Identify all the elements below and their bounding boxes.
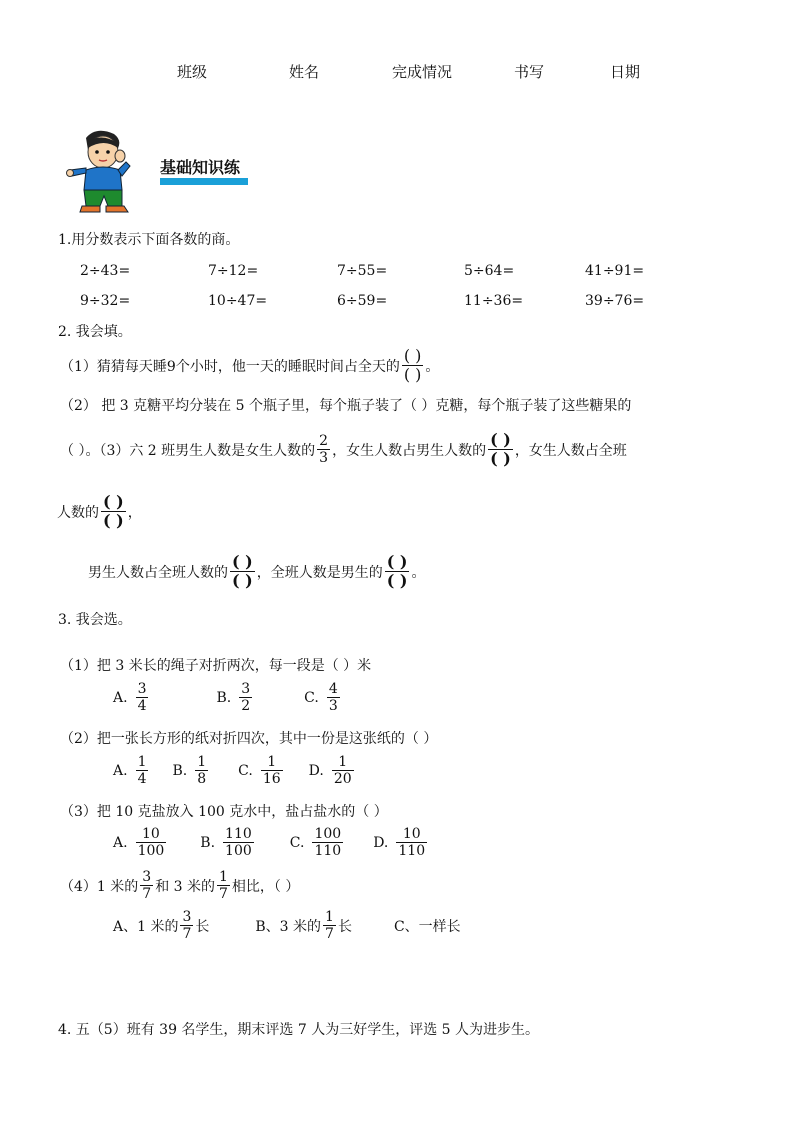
option-b-suffix: 长 bbox=[337, 918, 352, 935]
denominator: 7 bbox=[219, 886, 228, 902]
question-4-title: 4. 五（5）班有 39 名学生，期末评选 7 人为三好学生，评选 5 人为进步生。 bbox=[58, 1022, 540, 1038]
option-letter: B. bbox=[216, 689, 232, 706]
option-letter: C. bbox=[238, 762, 253, 779]
option-fraction bbox=[332, 755, 354, 786]
answer-blank-fraction bbox=[101, 494, 126, 529]
boy-illustration bbox=[66, 128, 146, 214]
denominator: 100 bbox=[137, 843, 165, 859]
option-letter: C. bbox=[289, 834, 305, 851]
q3-sub4-stem bbox=[60, 870, 299, 901]
section-banner-title: 基础知识练 bbox=[160, 158, 241, 177]
q2-line2-text-b: ，女生人数占男生人数的 bbox=[332, 442, 487, 459]
option-letter: A. bbox=[113, 689, 128, 706]
question-3-title: 3. 我会选。 bbox=[58, 612, 132, 628]
answer-blank-fraction bbox=[385, 554, 410, 589]
denominator: 4 bbox=[137, 771, 147, 787]
option-a-suffix: 长 bbox=[195, 918, 210, 935]
denominator: 2 bbox=[241, 698, 251, 714]
q1-item: 9÷32= bbox=[80, 293, 131, 309]
numerator: 1 bbox=[338, 754, 348, 770]
option-fraction bbox=[195, 755, 208, 786]
option-fraction bbox=[180, 910, 193, 941]
q1-item: 6÷59= bbox=[337, 293, 388, 309]
option-fraction bbox=[396, 827, 427, 858]
q3-sub4-text-b: 和 3 米的 bbox=[155, 878, 215, 895]
q1-item: 2÷43= bbox=[80, 263, 131, 279]
numerator: 3 bbox=[182, 909, 192, 925]
option-letter: A. bbox=[113, 834, 128, 851]
option-c-text: C、一样长 bbox=[393, 918, 461, 935]
answer-blank-fraction bbox=[488, 432, 513, 467]
q2-part1 bbox=[60, 348, 439, 383]
handwriting-label: 书写 bbox=[514, 63, 545, 81]
q2-part2-line2 bbox=[60, 432, 627, 467]
blank-numerator: ( ) bbox=[490, 430, 511, 449]
denominator: 110 bbox=[398, 843, 426, 859]
numerator: 2 bbox=[319, 433, 329, 449]
date-label: 日期 bbox=[610, 63, 641, 81]
q2-line2-text-a: （ ）。（3）六 2 班男生人数是女生人数的 bbox=[60, 442, 316, 459]
q1-item: 5÷64= bbox=[464, 263, 515, 279]
denominator: 3 bbox=[328, 698, 338, 714]
banner-underline bbox=[160, 178, 248, 185]
option-a-text: A、1 米的 bbox=[113, 918, 179, 935]
option-letter: C. bbox=[304, 689, 319, 706]
numerator: 100 bbox=[314, 826, 342, 842]
q2-part4-text-a: 男生人数占全班人数的 bbox=[88, 564, 228, 581]
numerator: 4 bbox=[328, 681, 338, 697]
q2-part2-line1: （2） 把 3 克糖平均分装在 5 个瓶子里，每个瓶子装了（ ）克糖，每个瓶子装了这些糖果的 bbox=[60, 398, 632, 414]
fraction bbox=[217, 870, 230, 901]
option-letter: B. bbox=[200, 834, 216, 851]
blank-numerator: ( ) bbox=[386, 552, 408, 571]
blank-denominator: ( ) bbox=[386, 571, 408, 590]
blank-numerator: ( ) bbox=[103, 492, 124, 511]
option-fraction bbox=[136, 682, 149, 713]
numerator: 3 bbox=[142, 869, 152, 885]
q3-sub4-options bbox=[113, 910, 461, 941]
option-fraction bbox=[136, 827, 167, 858]
answer-blank-fraction bbox=[402, 348, 424, 383]
denominator: 3 bbox=[319, 450, 329, 466]
numerator: 10 bbox=[142, 826, 160, 842]
denominator: 7 bbox=[182, 926, 192, 942]
q2-part1-text: （1）猜猜每天睡9个小时，他一天的睡眠时间占全天的 bbox=[60, 358, 400, 375]
numerator: 110 bbox=[225, 826, 252, 842]
option-letter: D. bbox=[373, 834, 389, 851]
class-label: 班级 bbox=[177, 63, 208, 81]
fraction bbox=[140, 870, 153, 901]
option-fraction bbox=[327, 682, 340, 713]
q1-item: 39÷76= bbox=[585, 293, 645, 309]
denominator: 16 bbox=[262, 771, 281, 787]
q3-sub1-stem: （1）把 3 米长的绳子对折两次，每一段是（ ）米 bbox=[60, 658, 372, 674]
completion-status-label: 完成情况 bbox=[392, 63, 453, 81]
q1-item: 10÷47= bbox=[208, 293, 268, 309]
numerator: 1 bbox=[197, 754, 207, 770]
option-fraction bbox=[312, 827, 343, 858]
name-label: 姓名 bbox=[289, 63, 320, 81]
denominator: 20 bbox=[333, 771, 352, 787]
option-letter: D. bbox=[308, 762, 324, 779]
q1-item: 7÷12= bbox=[208, 263, 259, 279]
denominator: 4 bbox=[137, 698, 147, 714]
q3-sub3-stem: （3）把 10 克盐放入 100 克水中，盐占盐水的（ ） bbox=[60, 804, 388, 820]
option-letter: A. bbox=[113, 762, 128, 779]
numerator: 1 bbox=[325, 909, 334, 925]
blank-denominator: ( ) bbox=[103, 511, 124, 530]
question-2-title: 2. 我会填。 bbox=[58, 324, 132, 340]
numerator: 3 bbox=[241, 681, 251, 697]
numerator: 1 bbox=[219, 869, 228, 885]
q3-sub3-options bbox=[113, 827, 429, 858]
denominator: 7 bbox=[325, 926, 334, 942]
denominator: 100 bbox=[225, 843, 252, 859]
option-fraction bbox=[261, 755, 283, 786]
q3-sub2-stem: （2）把一张长方形的纸对折四次，其中一份是这张纸的（ ） bbox=[60, 731, 438, 747]
q1-item: 41÷91= bbox=[585, 263, 645, 279]
numerator: 3 bbox=[137, 681, 147, 697]
option-fraction bbox=[136, 755, 149, 786]
numerator: 1 bbox=[267, 754, 277, 770]
blank-denominator: ( ) bbox=[490, 449, 511, 468]
q3-sub2-options bbox=[113, 755, 356, 786]
blank-numerator: ( ) bbox=[232, 552, 253, 571]
q1-item: 7÷55= bbox=[337, 263, 388, 279]
q3-sub4-text-a: （4）1 米的 bbox=[60, 878, 139, 895]
denominator: 7 bbox=[142, 886, 152, 902]
denominator: 110 bbox=[314, 843, 342, 859]
q3-sub1-options bbox=[113, 682, 342, 713]
q2-line2-text-c: ，女生人数占全班 bbox=[514, 442, 627, 459]
numerator: 10 bbox=[402, 826, 421, 842]
option-fraction bbox=[239, 682, 252, 713]
q2-part4-text-b: ，全班人数是男生的 bbox=[256, 564, 383, 581]
option-fraction bbox=[323, 910, 336, 941]
q3-sub4-text-c: 相比，（ ） bbox=[231, 878, 300, 895]
q2-part3-comma: ， bbox=[127, 504, 142, 521]
answer-blank-fraction bbox=[230, 554, 255, 589]
numerator: 1 bbox=[137, 754, 147, 770]
fraction-two-thirds bbox=[317, 434, 330, 465]
denominator: 8 bbox=[197, 771, 207, 787]
blank-numerator: ( ) bbox=[403, 346, 422, 365]
q2-part3 bbox=[57, 494, 142, 529]
question-1-title: 1.用分数表示下面各数的商。 bbox=[58, 232, 240, 248]
blank-denominator: ( ) bbox=[232, 571, 253, 590]
blank-denominator: ( ) bbox=[403, 365, 422, 384]
q2-part4 bbox=[88, 554, 425, 589]
q2-part4-end: 。 bbox=[411, 564, 426, 581]
q1-item: 11÷36= bbox=[464, 293, 524, 309]
option-b-text: B、3 米的 bbox=[255, 918, 322, 935]
option-fraction bbox=[223, 827, 254, 858]
q2-part3-text: 人数的 bbox=[57, 504, 99, 521]
q2-part1-end: 。 bbox=[425, 358, 440, 375]
option-letter: B. bbox=[172, 762, 188, 779]
